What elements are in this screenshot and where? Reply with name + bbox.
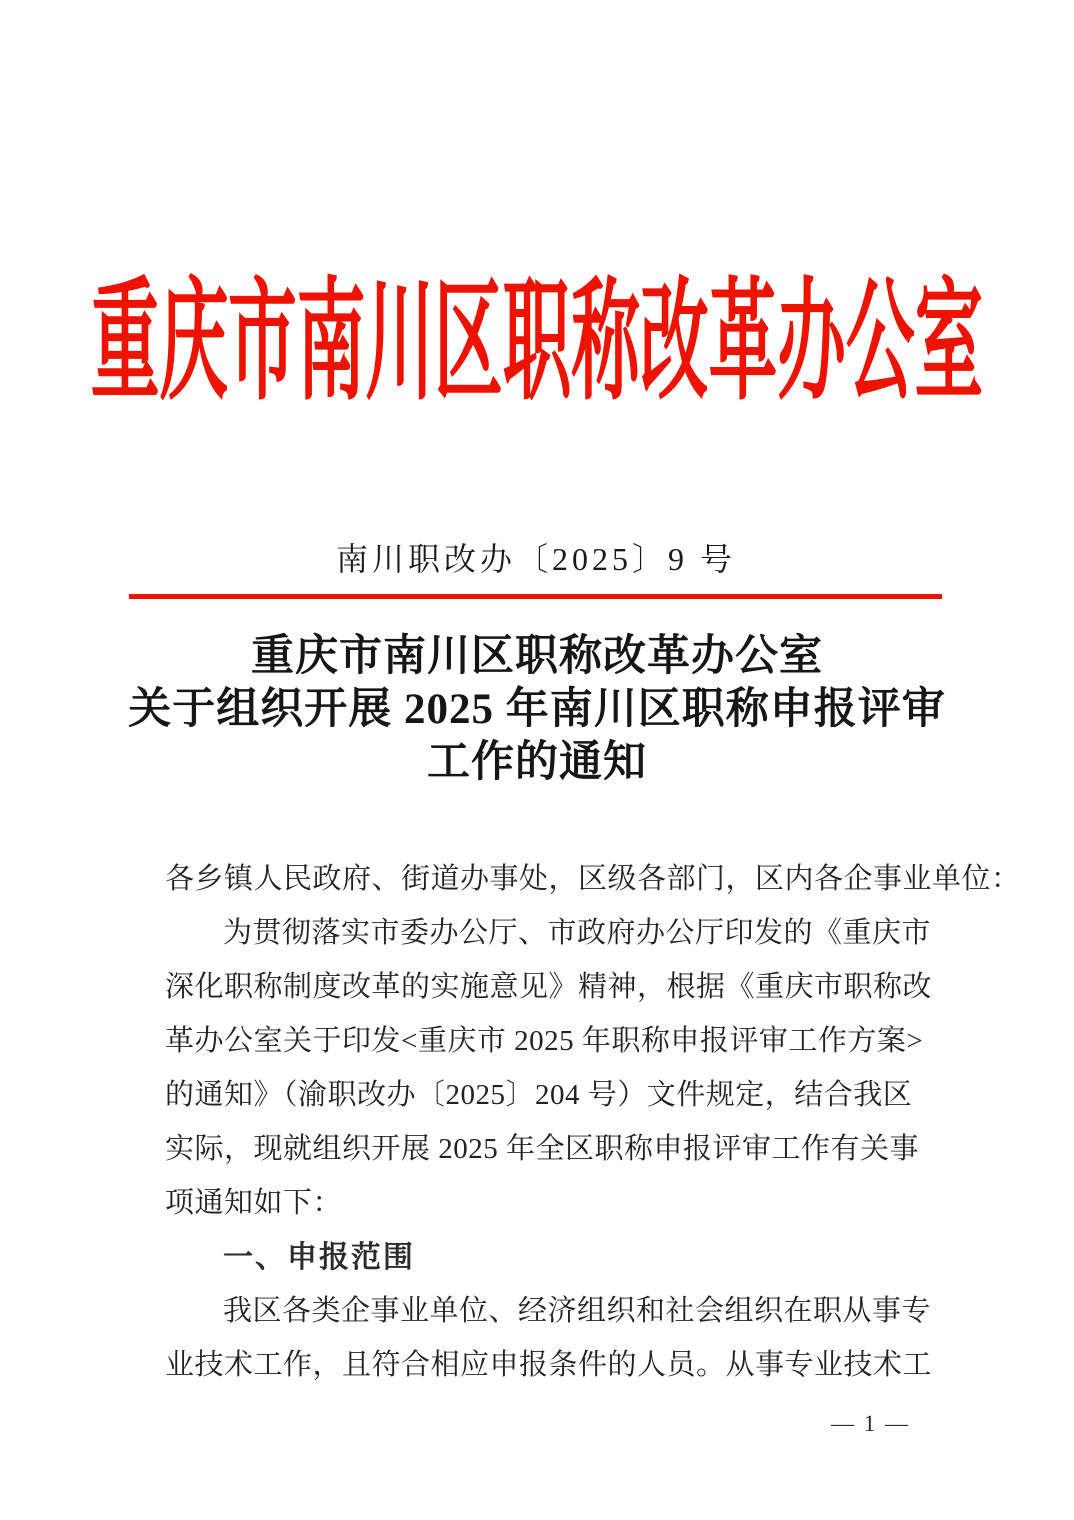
document-title bbox=[65, 630, 1009, 789]
title-line-1: 重庆市南川区职称改革办公室 bbox=[251, 633, 823, 680]
document-body bbox=[165, 849, 1021, 1389]
page-number: — 1 — bbox=[831, 1411, 910, 1436]
salutation-line: 各乡镇人民政府、街道办事处，区级各部门，区内各企事业单位： bbox=[165, 862, 1021, 895]
paragraph-line: 业技术工作，且符合相应申报条件的人员。从事专业技术工 bbox=[165, 1348, 933, 1381]
section-heading-application-scope: 一、申报范围 bbox=[223, 1241, 415, 1274]
paragraph-line: 为贯彻落实市委办公厅、市政府办公厅印发的《重庆市 bbox=[223, 916, 932, 949]
agency-banner: 重庆市南川区职称改革办公室 bbox=[90, 269, 984, 416]
red-separator-line bbox=[129, 594, 942, 599]
paragraph-line: 革办公室关于印发<重庆市 2025 年职称申报评审工作方案> bbox=[165, 1024, 924, 1057]
paragraph-line: 我区各类企事业单位、经济组织和社会组织在职从事专 bbox=[223, 1294, 932, 1327]
title-line-2: 关于组织开展 2025 年南川区职称申报评审 bbox=[128, 686, 946, 733]
paragraph-line: 项通知如下： bbox=[165, 1186, 343, 1219]
paragraph-line: 实际，现就组织开展 2025 年全区职称申报评审工作有关事 bbox=[165, 1132, 920, 1165]
title-line-3: 工作的通知 bbox=[427, 739, 647, 786]
paragraph-line: 的通知》（渝职改办〔2025〕204 号）文件规定，结合我区 bbox=[165, 1078, 913, 1111]
document-number: 南川职改办〔2025〕9 号 bbox=[335, 541, 736, 577]
paragraph-line: 深化职称制度改革的实施意见》精神，根据《重庆市职称改 bbox=[165, 970, 933, 1003]
